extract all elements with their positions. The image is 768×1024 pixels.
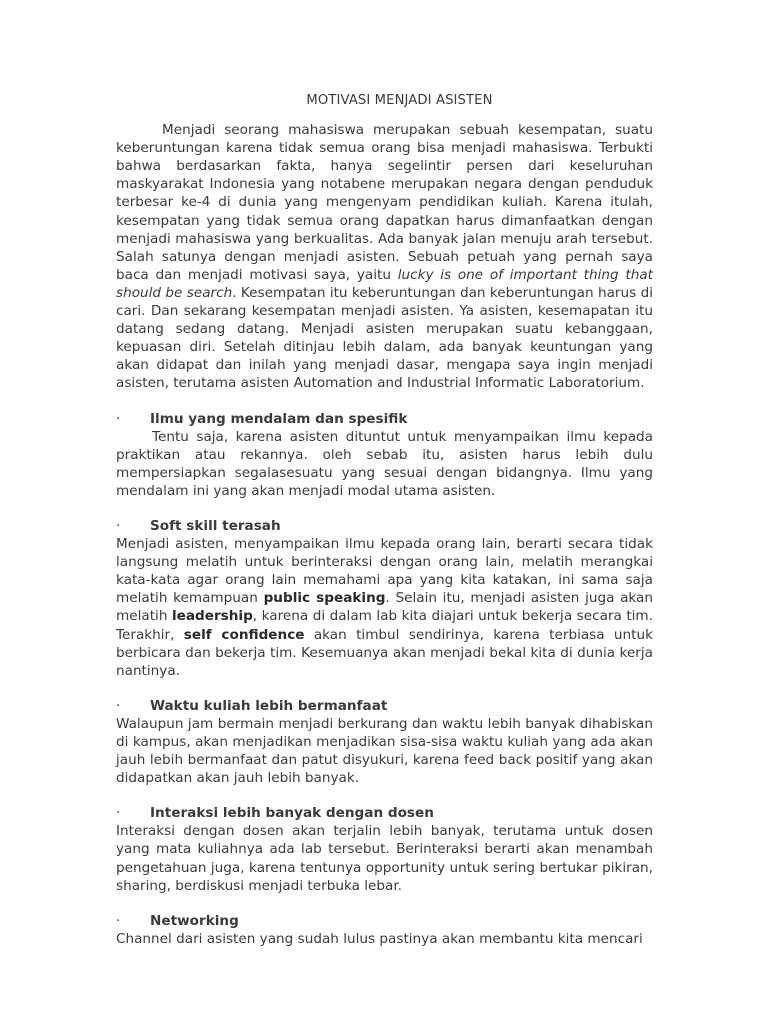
section-heading-text: Interaksi lebih banyak dengan dosen	[150, 805, 434, 822]
emphasis-leadership: leadership	[171, 608, 253, 625]
bullet-dot: ·	[116, 697, 121, 714]
section-body-soft-skill	[116, 535, 653, 680]
section-body-ilmu: Tentu saja, karena asisten dituntut untuk menyampaikan ilmu kepada praktikan atau rekannya. oleh sebab itu, asisten harus lebih dulu mempersiapkan segalasesuatu yang sesuai dengan bidangnya. Ilmu yang mendalam ini yang akan menjadi modal utama asisten.	[116, 428, 653, 499]
body-text: akan timbul sendirinya, karena terbiasa untuk berbicara dan bekerja tim. Kesemuanya akan menjadi bekal kita di dunia kerja nantinya.	[116, 626, 653, 679]
section-body-waktu-kuliah: Walaupun jam bermain menjadi berkurang dan waktu lebih banyak dihabiskan di kampus, akan menjadikan menjadikan sisa-sisa waktu kuliah yang ada akan jauh lebih bermanfaat dan patut disyukuri, karena feed back positif yang akan didapatkan akan jauh lebih banyak.	[116, 715, 653, 787]
bullet-dot: ·	[116, 805, 121, 822]
body-text: , karena di dalam lab kita diajari untuk bekerja secara tim. Terakhir,	[116, 608, 653, 643]
section-heading-soft-skill	[116, 517, 653, 535]
bullet-dot: ·	[116, 912, 121, 929]
emphasis-public-speaking: public speaking	[263, 590, 386, 607]
intro-quote: lucky is one of important thing that should be search	[116, 266, 653, 301]
section-heading-interaksi-dosen	[116, 804, 653, 822]
section-body-networking: Channel dari asisten yang sudah lulus pastinya akan membantu kita mencari	[116, 930, 643, 947]
intro-paragraph	[116, 121, 653, 392]
body-text: . Selain itu, menjadi asisten juga akan melatih	[116, 590, 654, 625]
intro-text-start: Menjadi seorang mahasiswa merupakan sebuah kesempatan, suatu keberuntungan karena tidak semua orang bisa menjadi mahasiswa. Terbukti bahwa berdasarkan fakta, hanya segelintir persen dari keseluruhan maskyarakat Indonesia yang notabene merupakan negara dengan penduduk terbesar ke-4 di dunia yang mengenyam pendidikan kuliah. Karena itulah, kesempatan yang tidak semua orang dapatkan harus dimanfaatkan dengan menjadi mahasiswa yang berkualitas. Ada banyak jalan menuju arah tersebut. Salah satunya dengan menjadi asisten. Sebuah petuah yang pernah saya baca dan menjadi motivasi saya, yaitu	[116, 122, 653, 283]
intro-text-end: . Kesempatan itu keberuntungan dan keberuntungan harus di cari. Dan sekarang kesempatan menjadi asisten. Ya asisten, kesemapatan itu datang sedang datang. Menjadi asisten merupakan suatu kebanggaan, kepuasan diri. Setelah ditinjau lebih dalam, ada banyak keuntungan yang akan didapat dan inilah yang menjadi dasar, mengapa saya ingin menjadi asisten, terutama asisten Automation and Industrial Informatic Laboratorium.	[116, 284, 653, 392]
bullet-dot: ·	[116, 517, 121, 534]
bullet-dot: ·	[116, 410, 121, 427]
section-heading-text: Waktu kuliah lebih bermanfaat	[150, 697, 388, 714]
section-body-interaksi-dosen: Interaksi dengan dosen akan terjalin lebih banyak, terutama untuk dosen yang mata kuliahnya ada lab tersebut. Berinteraksi berarti akan menambah pengetahuan juga, karena tentunya opportunity untuk sering bertukar pikiran, sharing, berdiskusi menjadi terbuka lebar.	[116, 823, 653, 894]
section-heading-text: Networking	[150, 912, 239, 929]
document-page	[116, 92, 653, 948]
section-heading-waktu-kuliah	[116, 697, 653, 715]
section-heading-text: Ilmu yang mendalam dan spesifik	[150, 410, 408, 427]
section-heading-networking	[116, 912, 653, 930]
body-text: Menjadi asisten, menyampaikan ilmu kepada orang lain, berarti secara tidak langsung melatih untuk berinteraksi dengan orang lain, melatih merangkai kata-kata agar orang lain memahami apa yang kita katakan, ini sama saja melatih kemampuan	[116, 536, 653, 607]
section-heading-ilmu	[116, 410, 653, 428]
section-heading-text: Soft skill terasah	[150, 517, 281, 534]
emphasis-self-confidence: self confidence	[183, 626, 305, 643]
document-title: MOTIVASI MENJADI ASISTEN	[306, 93, 493, 108]
